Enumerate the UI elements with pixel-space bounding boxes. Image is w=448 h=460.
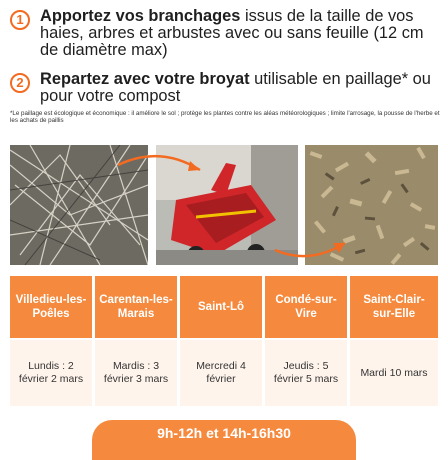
step-number-2: 2 [10, 73, 30, 93]
town-cell: Saint-Lô [180, 276, 262, 338]
date-cell: Mercredi 4 février [180, 340, 262, 406]
step-number-1: 1 [10, 10, 30, 30]
town-cell: Villedieu-les-Poêles [10, 276, 92, 338]
step-1-rest: issus de la taille de vos haies, arbres et arbustes avec ou sans feuille (12 cm de diamètre max) [40, 7, 424, 59]
step-2-text [40, 71, 440, 105]
footnote: *Le paillage est écologique et économique : il améliore le sol ; protège les plantes contre les aléas météorologiques ; limite l'arrosage, la pousse de l'herbe et les achats de paillis [10, 110, 440, 124]
opening-hours: 9h-12h et 14h-16h30 [92, 420, 356, 460]
date-cell: Lundis : 2 février 2 mars [10, 340, 92, 406]
town-cell: Saint-Clair-sur-Elle [350, 276, 438, 338]
schedule-column [10, 276, 92, 411]
photo-strip [0, 145, 448, 265]
flow-arrow-icon [0, 145, 448, 265]
date-cell: Mardis : 3 février 3 mars [95, 340, 177, 406]
step-1 [10, 8, 440, 59]
step-2 [10, 71, 440, 105]
date-cell: Mardi 10 mars [350, 340, 438, 406]
step-2-rest: utilisable en paillage* ou pour votre compost [40, 70, 431, 105]
schedule-column [95, 276, 177, 411]
step-2-bold: Repartez avec votre broyat [40, 70, 250, 88]
schedule-table [0, 276, 448, 411]
schedule-column [180, 276, 262, 411]
date-cell: Jeudis : 5 février 5 mars [265, 340, 347, 406]
town-cell: Carentan-les-Marais [95, 276, 177, 338]
step-1-text [40, 8, 440, 59]
town-cell: Condé-sur-Vire [265, 276, 347, 338]
schedule-column [265, 276, 347, 411]
schedule-column [350, 276, 438, 411]
step-1-bold: Apportez vos branchages [40, 7, 241, 25]
